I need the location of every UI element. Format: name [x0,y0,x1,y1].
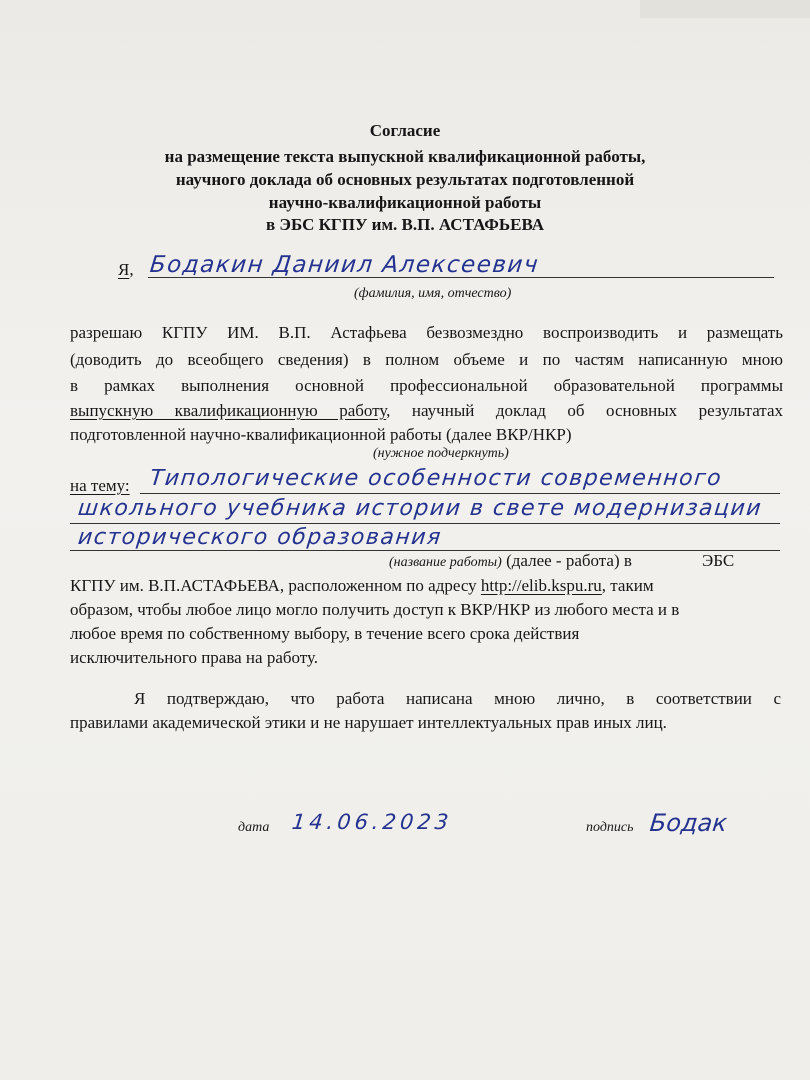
title-line-3: научно-квалификационной работы [268,193,542,212]
confirmation-line-1: Я подтверждаю, что работа написана мною лично, в соответствии с [134,689,781,708]
signature-label: подпись [586,820,634,835]
confirmation-line-2: правилами академической этики и не нарушает интеллектуальных прав иных лиц. [70,713,667,732]
ebs-label: ЭБС [702,551,735,570]
title-line-4: в ЭБС КГПУ им. В.П. АСТАФЬЕВА [265,215,545,234]
topic-handwritten-1: Типологические особенности современного [148,466,724,491]
date-label: дата [238,820,270,835]
author-prefix: Я, [118,260,134,279]
topic-line-2 [70,523,780,524]
location-line-3: любое время по собственному выбору, в течение всего срока действия [70,624,580,643]
location-line-1: КГПУ им. В.П.АСТАФЬЕВА, расположенном по адресу http://elib.kspu.ru, таким [70,576,654,595]
permission-line-3: в рамках выполнения основной профессиональной образовательной программы [70,376,783,395]
underline-note: (нужное подчеркнуть) [373,446,509,461]
permission-line-1: разрешаю КГПУ ИМ. В.П. Астафьева безвозмездно воспроизводить и размещать [70,323,783,342]
topic-handwritten-2: школьного учебника истории в свете модернизации [76,496,764,521]
title-line-1: на размещение текста выпускной квалификационной работы, [164,147,646,166]
permission-line-5: подготовленной научно-квалификационной работы (далее ВКР/НКР) [70,425,572,444]
document-title: Согласие [369,121,441,140]
permission-line-2: (доводить до всеобщего сведения) в полном объеме и по частям написанную мною [70,350,783,369]
topic-caption: (название работы) [389,555,502,570]
topic-handwritten-3: исторического образования [76,525,444,550]
topic-line-1 [140,493,780,494]
permission-line-4: выпускную квалификационную работу, научный доклад об основных результатах [70,401,783,420]
location-line-2: образом, чтобы любое лицо могло получить доступ к ВКР/НКР из любого места и в [70,600,680,619]
underlined-work-type: выпускную квалификационную работу [70,401,387,420]
signature: Бодак [648,809,729,837]
title-line-2: научного доклада об основных результатах подготовленной [175,170,635,189]
author-name-handwritten: Бодакин Даниил Алексеевич [148,252,541,278]
location-line-4: исключительного права на работу. [70,648,319,667]
topic-label: на тему: [70,476,130,495]
date-value-handwritten: 14.06.2023 [290,810,454,834]
page-edge [640,0,810,18]
author-caption: (фамилия, имя, отчество) [354,286,512,301]
elib-link[interactable]: http://elib.kspu.ru [480,576,602,595]
topic-caption-line: (название работы) (далее - работа) в [389,551,632,570]
